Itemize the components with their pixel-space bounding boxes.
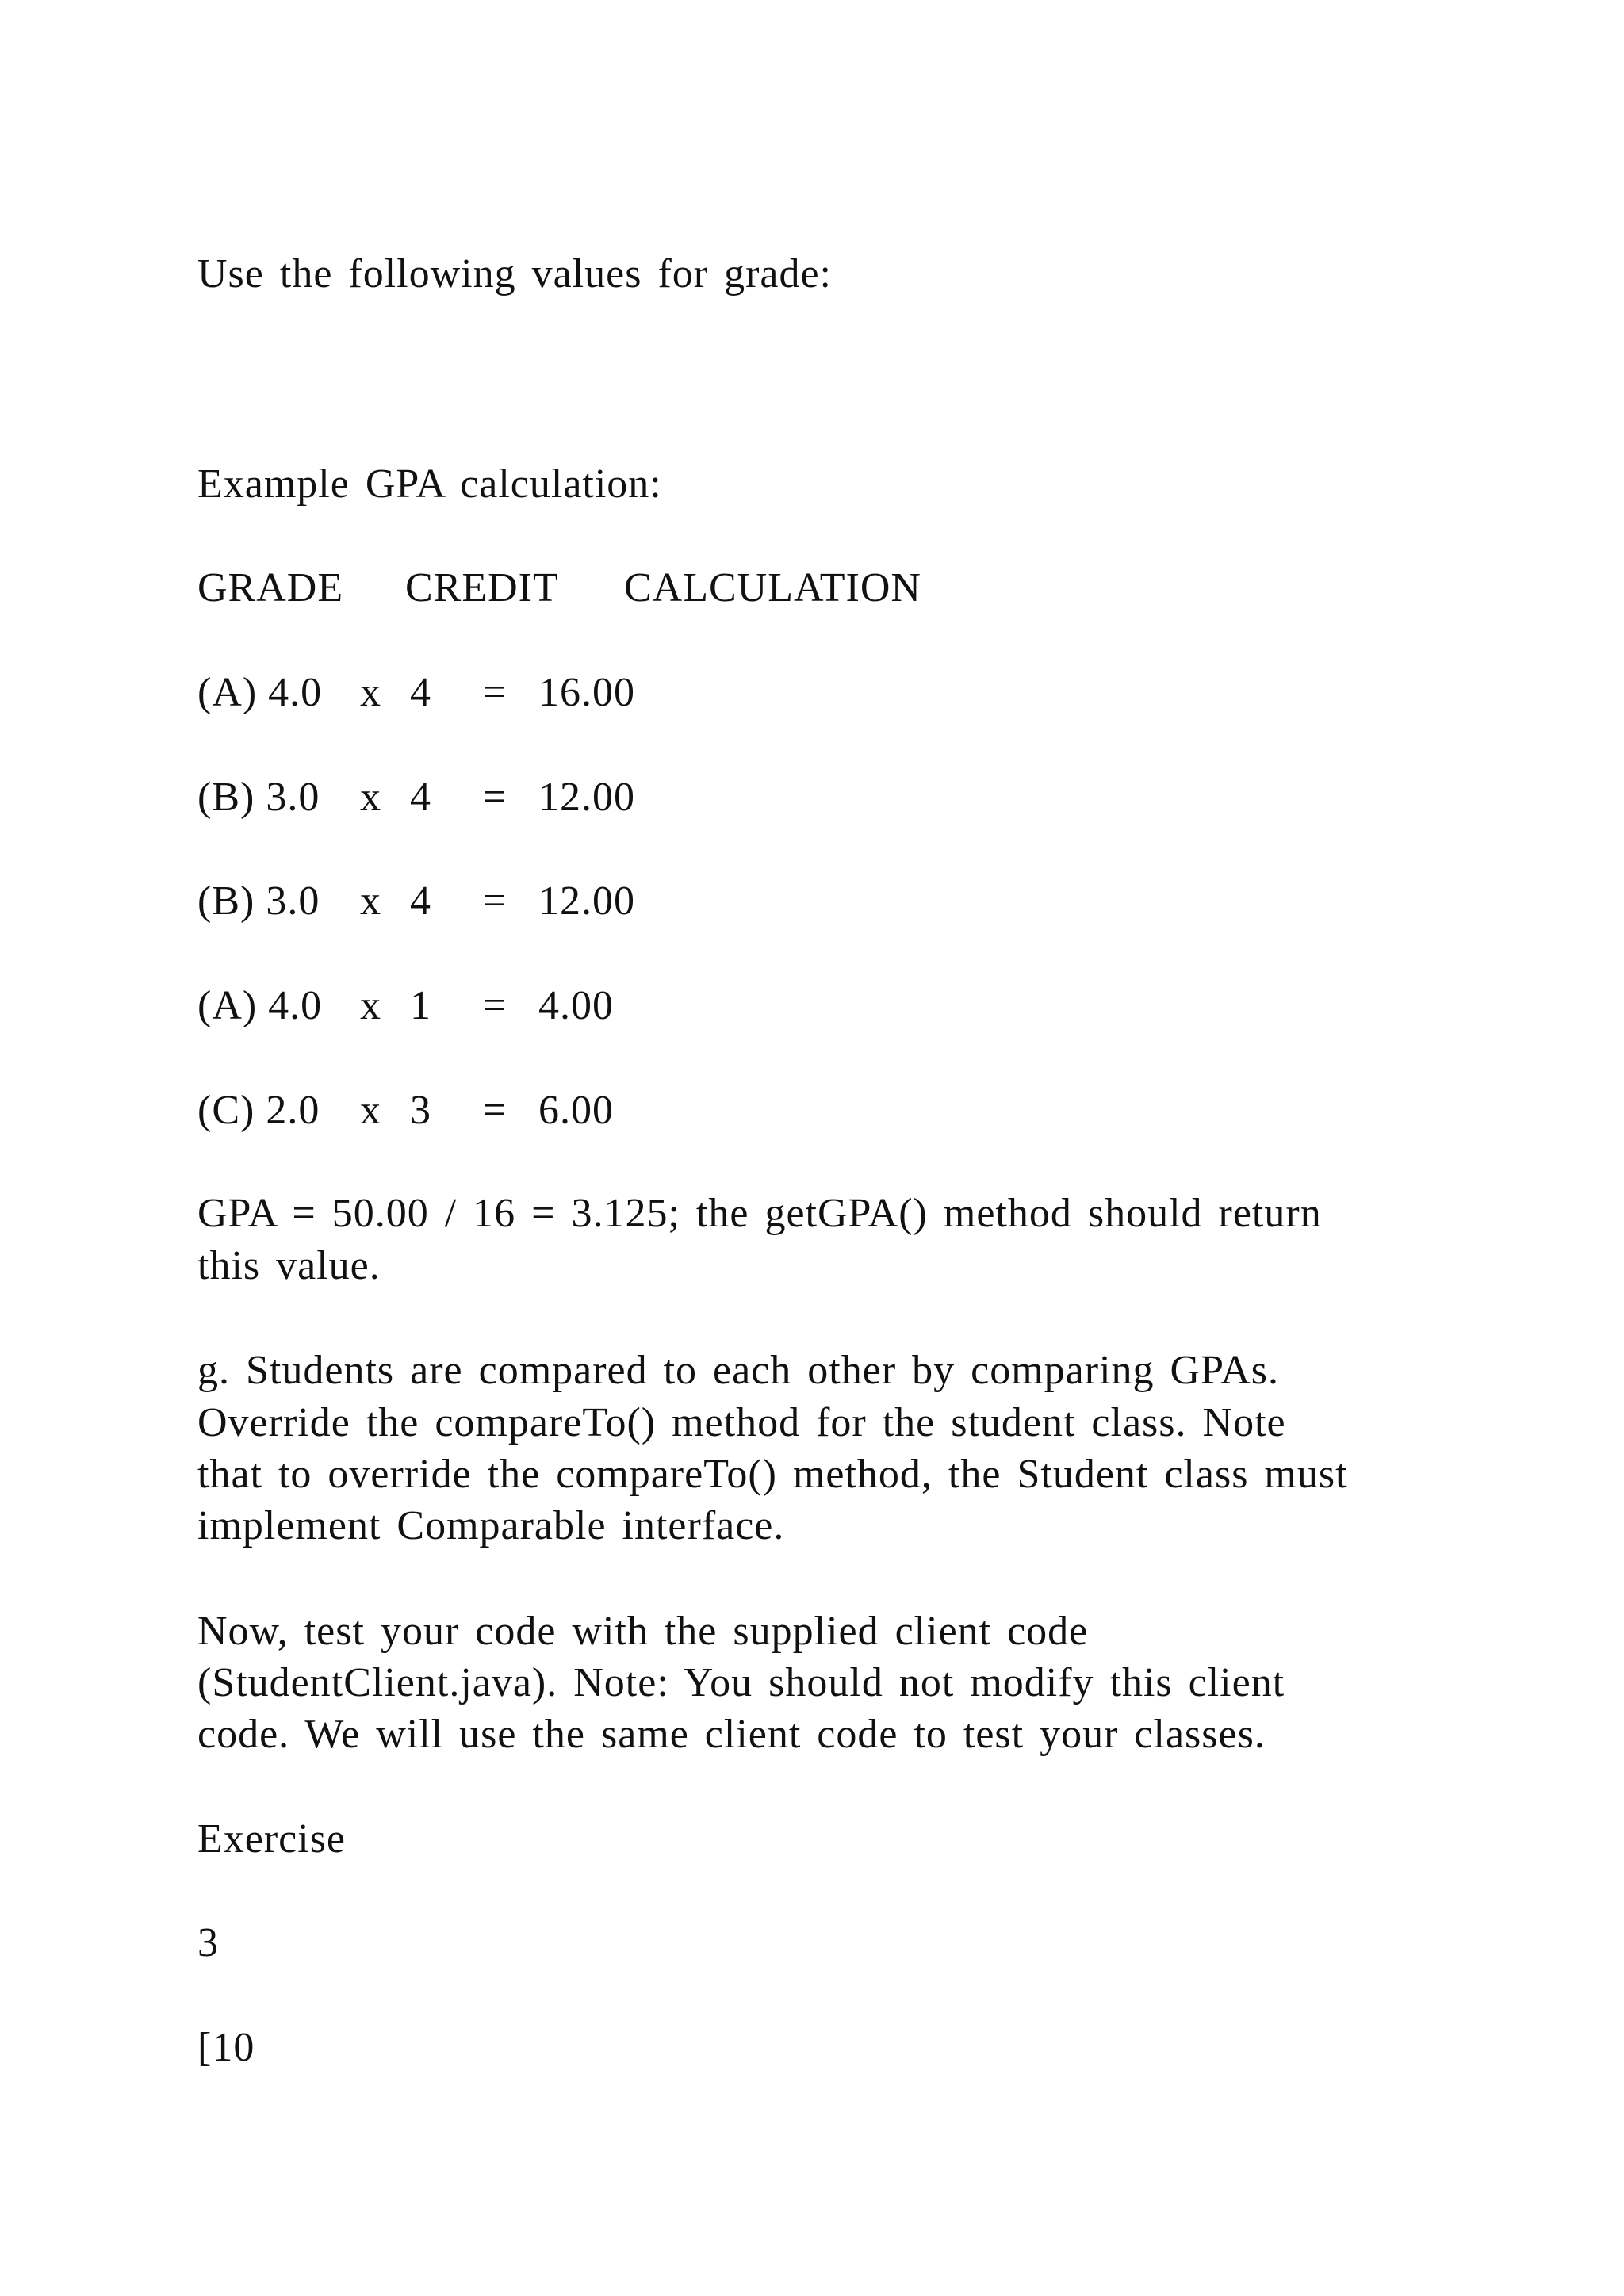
row-times: x [360, 1088, 381, 1133]
row-result: 6.00 [538, 1088, 614, 1133]
header-credit: CREDIT [405, 565, 559, 610]
row-grade: (A) 4.0 [197, 670, 323, 715]
row-credit: 4 [410, 775, 431, 820]
test-line-2: (StudentClient.java). Note: You should not modify this client [197, 1660, 1285, 1705]
calc-row [197, 771, 635, 824]
table-header [197, 562, 921, 614]
row-result: 4.00 [538, 983, 614, 1028]
row-grade: (B) 3.0 [197, 878, 320, 924]
row-credit: 3 [410, 1088, 431, 1133]
row-equals: = [483, 878, 508, 924]
row-grade: (B) 3.0 [197, 775, 320, 820]
row-times: x [360, 670, 381, 715]
row-result: 12.00 [538, 878, 635, 924]
calc-row [197, 875, 635, 928]
header-calculation: CALCULATION [624, 565, 921, 610]
row-equals: = [483, 775, 508, 820]
row-result: 12.00 [538, 775, 635, 820]
row-credit: 4 [410, 670, 431, 715]
row-equals: = [483, 670, 508, 715]
row-credit: 1 [410, 983, 431, 1028]
bracket-text: [10 [197, 2025, 255, 2070]
calc-row [197, 1085, 614, 1137]
test-line-3: code. We will use the same client code to test your classes. [197, 1712, 1266, 1757]
exercise-label: Exercise [197, 1816, 347, 1862]
row-times: x [360, 878, 381, 924]
gpa-line-2: this value. [197, 1243, 381, 1288]
row-equals: = [483, 1088, 508, 1133]
row-grade: (A) 4.0 [197, 983, 323, 1028]
row-grade: (C) 2.0 [197, 1088, 320, 1133]
row-times: x [360, 775, 381, 820]
compare-line-1: g. Students are compared to each other by comparing GPAs. [197, 1348, 1280, 1393]
gpa-line-1: GPA = 50.00 / 16 = 3.125; the getGPA() method should return [197, 1191, 1322, 1236]
test-line-1: Now, test your code with the supplied client code [197, 1609, 1089, 1654]
example-heading: Example GPA calculation: [197, 461, 662, 507]
compare-line-4: implement Comparable interface. [197, 1503, 785, 1548]
calc-row [197, 667, 635, 719]
compare-line-3: that to override the compareTo() method, the Student class must [197, 1452, 1348, 1497]
intro-text: Use the following values for grade: [197, 251, 833, 297]
row-result: 16.00 [538, 670, 635, 715]
row-credit: 4 [410, 878, 431, 924]
row-equals: = [483, 983, 508, 1028]
calc-row [197, 980, 614, 1032]
row-times: x [360, 983, 381, 1028]
exercise-number: 3 [197, 1920, 219, 1965]
compare-line-2: Override the compareTo() method for the student class. Note [197, 1400, 1286, 1445]
header-grade: GRADE [197, 565, 344, 610]
